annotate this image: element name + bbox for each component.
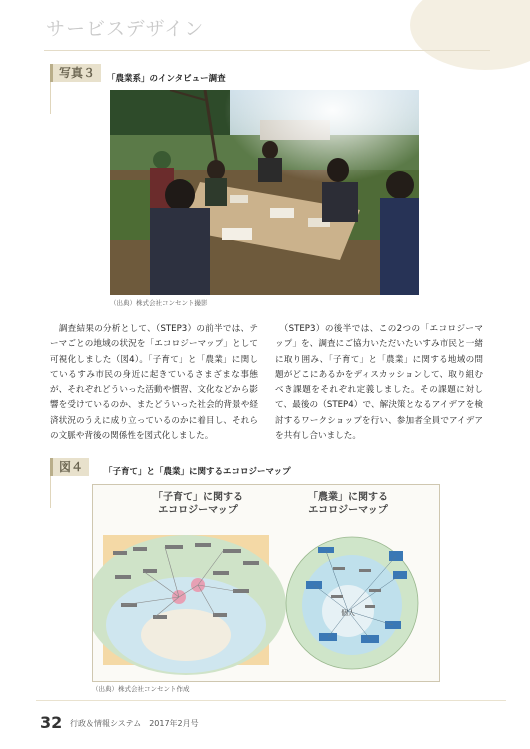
body-text-right: （STEP3）の後半では、この2つの「エコロジーマップ」を、調査にご協力いただいたいすみ市民と一緒に取り囲み、「子育て」と「農業」に関する地域の問題がどこにあるかをディスカッションして、取り組むべき課題をそれぞれ定義しました。その課題に対して、最後の（STEP4）で、解決策となるアイデアを検討するワークショップを行い、参加者全員でアイデアを共有し合いました。: [275, 324, 483, 442]
agriculture-center-label: 個人: [341, 609, 355, 617]
childcare-map-title-line2: エコロジーマップ: [158, 505, 238, 516]
photo3-caption: 「農業系」のインタビュー調査: [107, 74, 226, 84]
ecology-map-graphics: [93, 485, 439, 681]
agriculture-map: [286, 537, 418, 669]
figure4-label: 図４: [50, 458, 89, 476]
page-header: [0, 0, 530, 52]
interview-photo-illustration: [110, 90, 419, 295]
publication-name: 行政＆情報システム 2017年2月号: [70, 719, 199, 728]
photo3-label: 写真３: [50, 64, 101, 82]
figure4-source: （出典）株式会社コンセント作成: [92, 685, 190, 693]
agriculture-map-title-line1: 「農業」に関する: [308, 492, 388, 503]
page-number: 32: [40, 713, 63, 732]
body-text-left: 調査結果の分析として、（STEP3）の前半では、テーマごとの地域の状況を「エコロジーマップ」として可視化しました（図4）。「子育て」と「農業」に関しているすみ市民の身近に起きているさまざまな事態が、それぞれどういった活動や慣習、文化などから影響を受けているのか、またどういった社会的背景や経済状況のうえに成り立っているのかに着目し、それらの文脈や背後の関係性を図式化しました。: [50, 324, 258, 442]
agriculture-map-title-line2: エコロジーマップ: [308, 505, 388, 516]
section-title: サービスデザイン: [46, 18, 205, 40]
childcare-map: [93, 535, 286, 675]
header-divider: [44, 50, 490, 51]
ecology-map-figure: [92, 484, 440, 682]
header-decoration: [410, 0, 530, 70]
footer-divider: [36, 700, 506, 701]
figure4-caption: 「子育て」と「農業」に関するエコロジーマップ: [104, 467, 291, 477]
interview-photo: [110, 90, 419, 295]
photo3-source: （出典）株式会社コンセント撮影: [110, 299, 208, 307]
childcare-map-title-line1: 「子育て」に関する: [153, 492, 243, 503]
